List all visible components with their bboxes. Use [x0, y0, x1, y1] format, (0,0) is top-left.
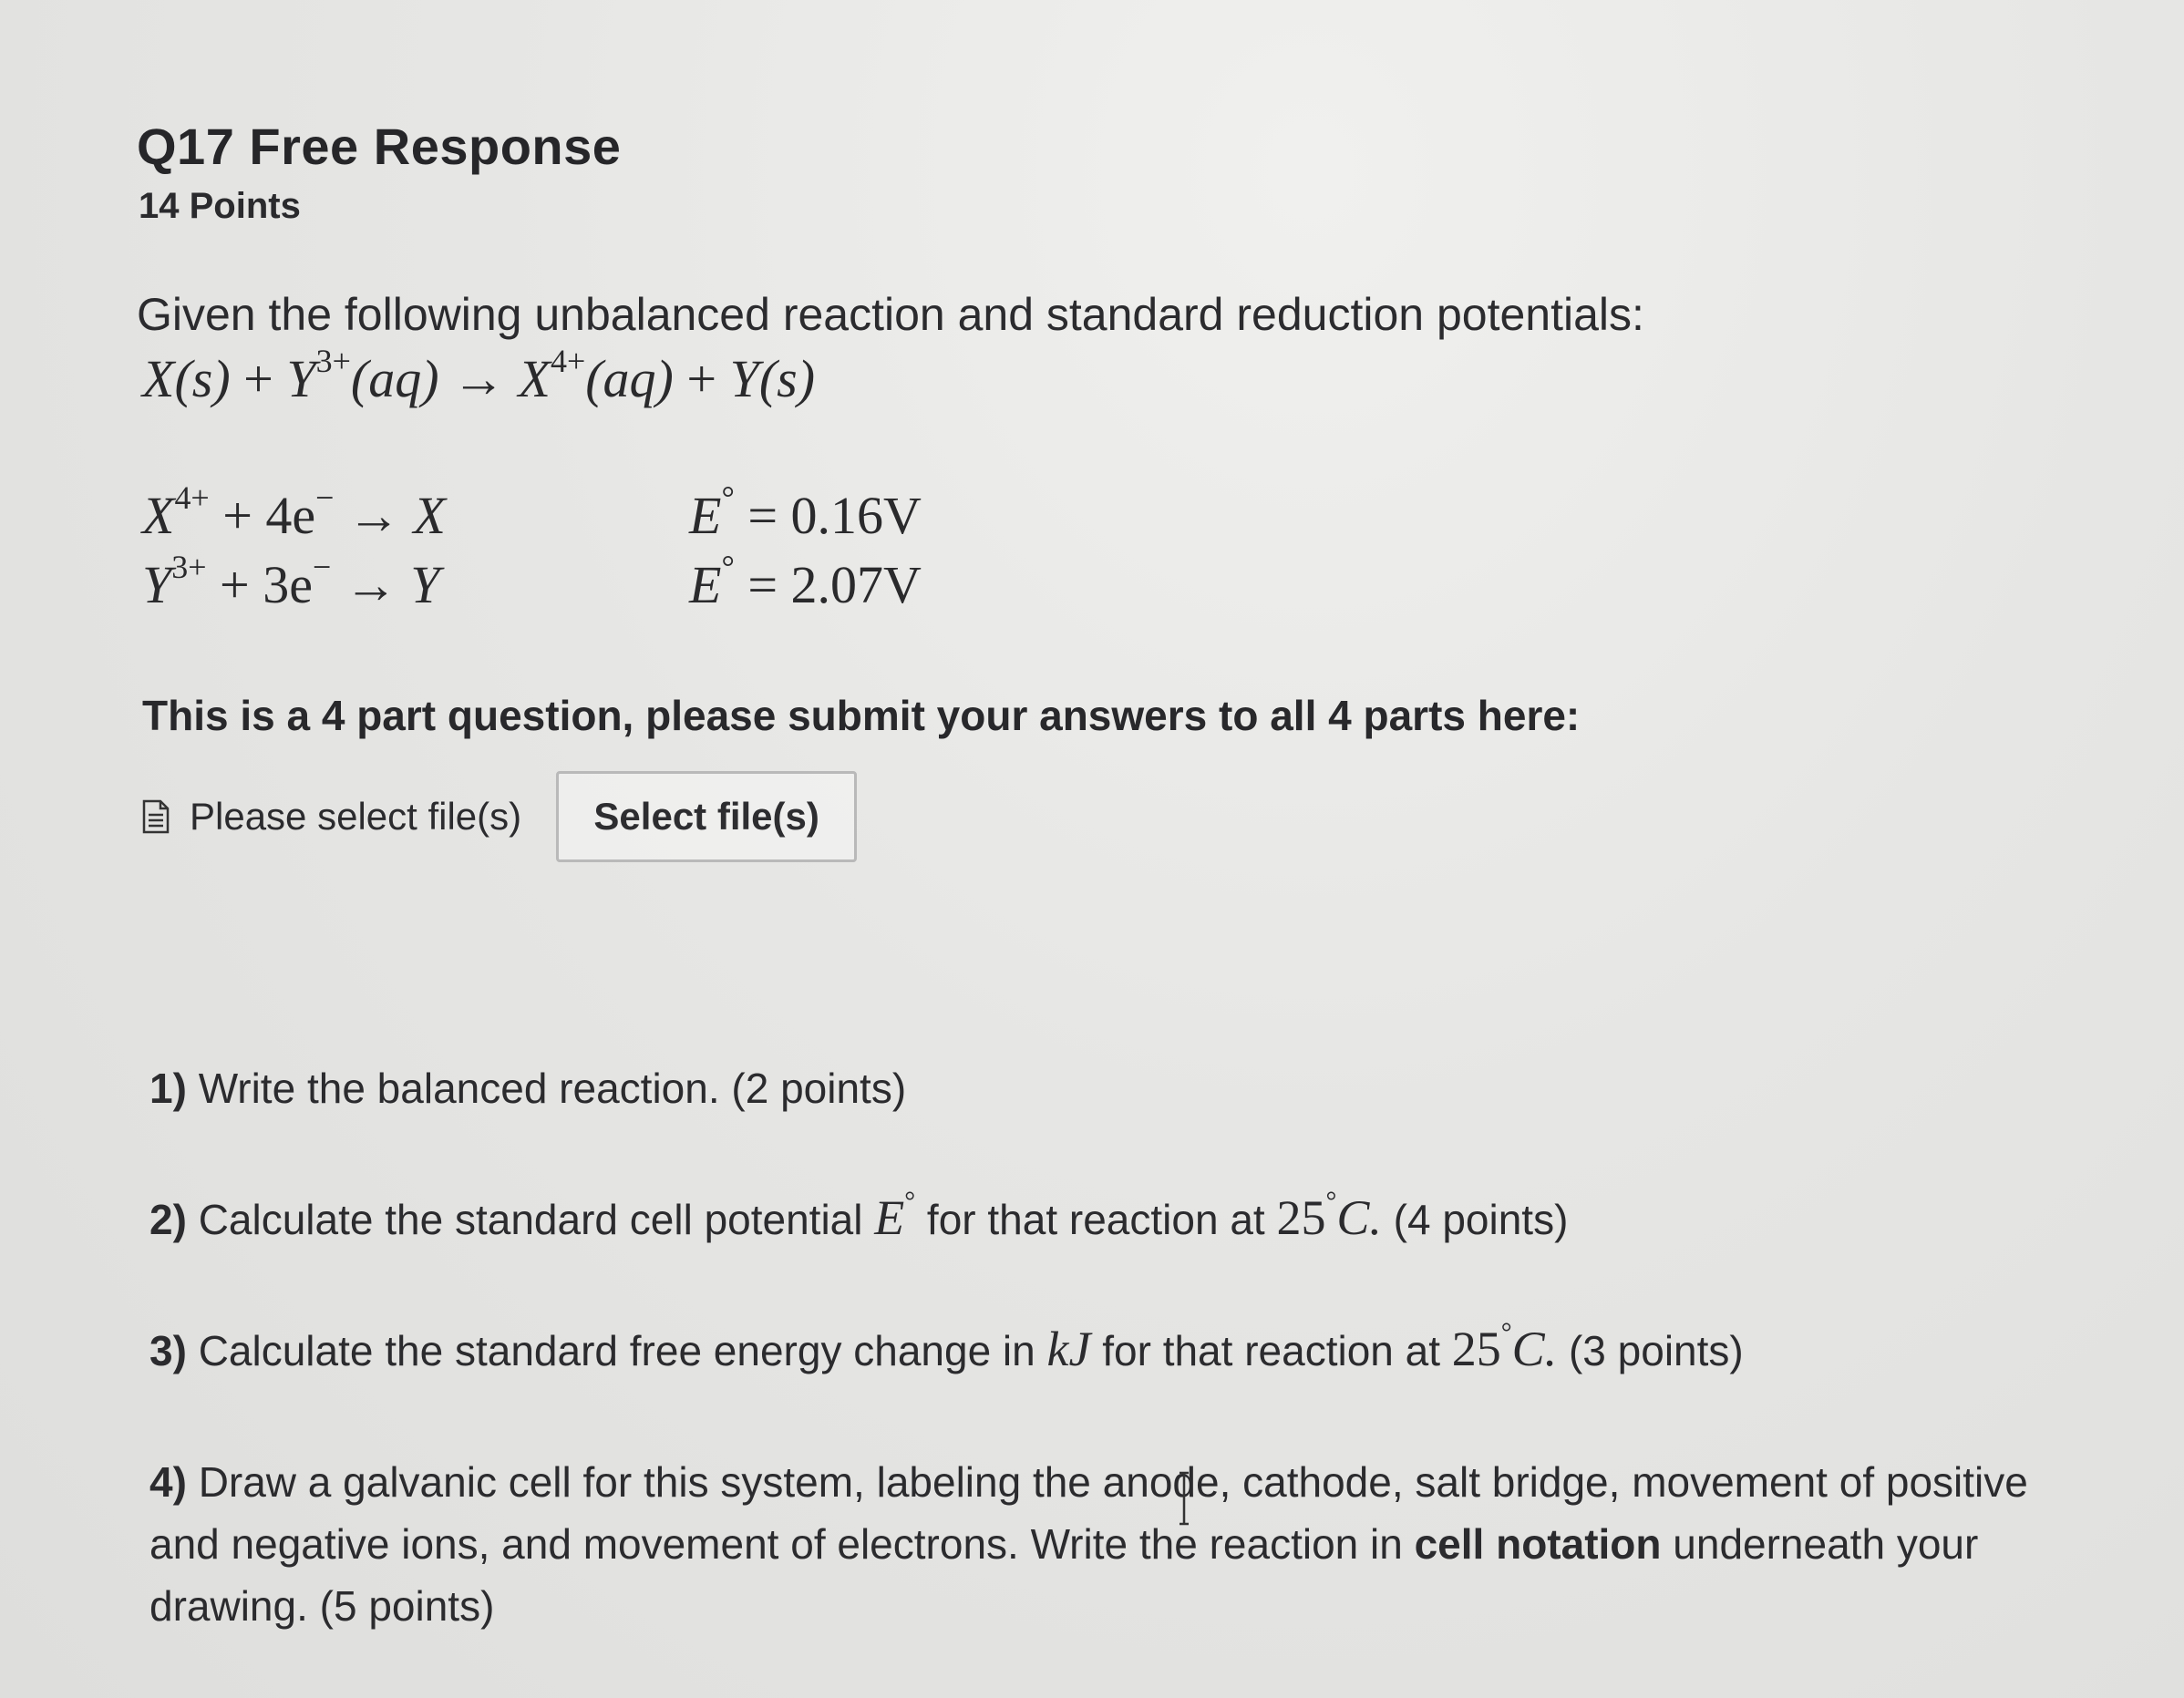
degree-sup: ° — [904, 1187, 916, 1217]
unbalanced-reaction — [142, 343, 816, 409]
half-arrow: → — [346, 486, 400, 545]
part-2 — [149, 1187, 1568, 1250]
part-text-end: (4 points) — [1393, 1196, 1569, 1243]
half-product: X — [413, 486, 446, 545]
reactant-x-state: (s) — [174, 349, 231, 408]
temp-unit: C. — [1336, 1190, 1382, 1245]
part-text-bold: cell notation — [1414, 1520, 1662, 1568]
file-upload — [142, 771, 857, 862]
reactant-y-ion: Y — [286, 349, 316, 408]
reactant-y-ion-state: (aq) — [350, 349, 439, 408]
part-4 — [149, 1451, 2055, 1637]
x-ion-charge: 4+ — [550, 343, 586, 380]
potential-value: = 0.16V — [747, 486, 922, 545]
standard-degree: ° — [721, 479, 735, 517]
degree-sup: ° — [1500, 1318, 1512, 1348]
half-ion-charge: 3+ — [171, 549, 207, 586]
half-ion-charge: 4+ — [174, 479, 210, 517]
text-cursor-icon — [1178, 1471, 1190, 1526]
file-status: Please select file(s) — [190, 795, 522, 838]
half-electrons: + 3e — [220, 555, 313, 614]
e-symbol: E — [874, 1190, 905, 1245]
part-text-start: Draw a galvanic cell for this system, labeling the anode, cathode, salt bridge, movement of positive and negative ions, and movement of electrons. Write the reaction in — [149, 1458, 2028, 1568]
part-number: 1) — [149, 1065, 187, 1112]
half-reaction-y — [142, 549, 440, 615]
half-product: Y — [410, 555, 440, 614]
reactant-x: X — [142, 349, 175, 408]
degree-sup: ° — [1325, 1187, 1337, 1217]
part-text-end: (3 points) — [1568, 1327, 1744, 1374]
temp-value: 25 — [1451, 1322, 1501, 1376]
half-ion: Y — [142, 555, 172, 614]
temp-unit: C. — [1511, 1322, 1558, 1376]
plus-sign: + — [243, 349, 273, 408]
temperature — [1451, 1318, 1558, 1376]
electron-charge: − — [312, 549, 332, 586]
electron-charge: − — [315, 479, 335, 517]
cell-potential-symbol — [874, 1187, 916, 1245]
standard-degree: ° — [721, 549, 735, 586]
part-text-middle: for that reaction at — [926, 1196, 1265, 1243]
product-y: Y — [729, 349, 759, 408]
temp-value: 25 — [1276, 1190, 1326, 1245]
potential-symbol: E — [689, 486, 722, 545]
reaction-arrow: → — [452, 349, 506, 408]
part-number: 2) — [149, 1196, 187, 1243]
half-electrons: + 4e — [222, 486, 316, 545]
half-arrow: → — [344, 555, 397, 614]
potential-symbol: E — [689, 555, 722, 614]
half-ion: X — [142, 486, 175, 545]
part-text-end: underneath your drawing. (5 points) — [149, 1520, 1979, 1630]
temperature — [1276, 1187, 1382, 1245]
potential-value: = 2.07V — [747, 555, 922, 614]
unit-kj: kJ — [1046, 1322, 1091, 1376]
question-points: 14 Points — [139, 186, 301, 226]
select-files-button[interactable]: Select file(s) — [556, 771, 857, 862]
part-text-start: Calculate the standard free energy change in — [198, 1327, 1035, 1374]
part-3 — [149, 1318, 1744, 1382]
part-text-start: Calculate the standard cell potential — [198, 1196, 863, 1243]
product-y-state: (s) — [758, 349, 816, 408]
product-x-ion: X — [518, 349, 551, 408]
part-1 — [149, 1057, 906, 1119]
question-title: Q17 Free Response — [137, 118, 622, 175]
part-text-middle: for that reaction at — [1102, 1327, 1440, 1374]
product-x-ion-state: (aq) — [585, 349, 674, 408]
plus-sign: + — [686, 349, 717, 408]
question-intro: Given the following unbalanced reaction and standard reduction potentials: — [137, 289, 1644, 340]
half-reaction-x — [142, 479, 446, 546]
potential-y — [689, 549, 922, 615]
part-number: 4) — [149, 1458, 187, 1506]
parts-note: This is a 4 part question, please submit your answers to all 4 parts here: — [142, 692, 1581, 739]
y-ion-charge: 3+ — [315, 343, 351, 380]
part-number: 3) — [149, 1327, 187, 1374]
potential-x — [689, 479, 922, 546]
document-icon — [142, 799, 170, 834]
part-text: Write the balanced reaction. (2 points) — [198, 1065, 907, 1112]
